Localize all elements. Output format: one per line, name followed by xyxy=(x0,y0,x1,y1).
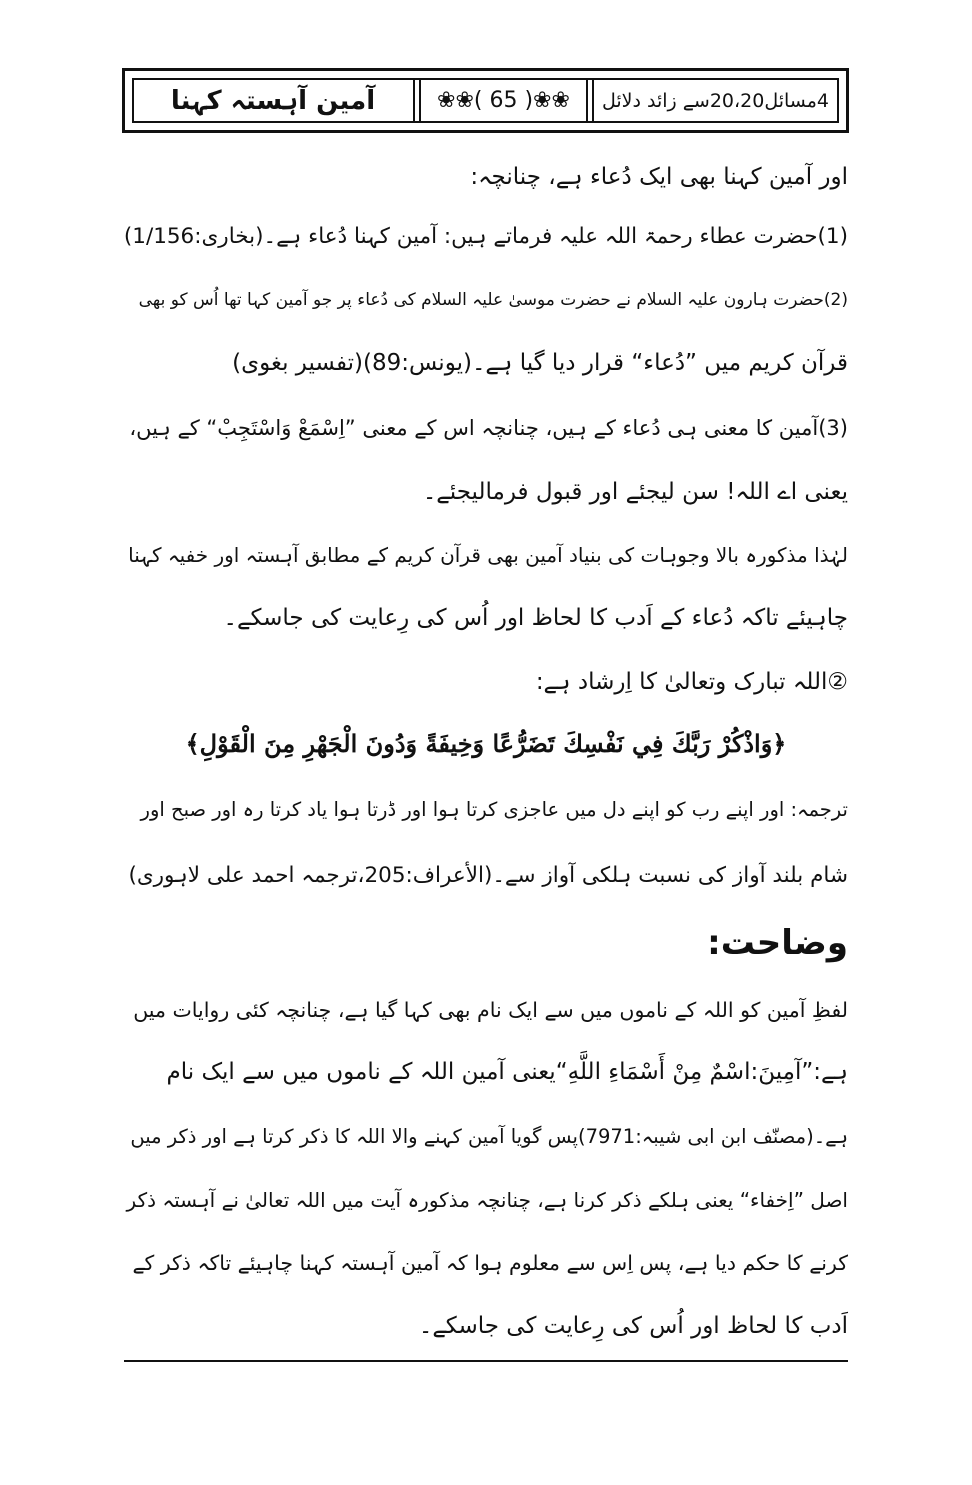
explanation-line: کرنے کا حکم دیا ہے، پس اِس سے معلوم ہوا کہ آمین آہستہ کہنا چاہیئے تاکہ ذکر کے xyxy=(132,1251,848,1275)
footer-rule xyxy=(124,1360,848,1362)
chapter-title: آمین آہستہ کہنا xyxy=(170,85,376,116)
book-title: 4مسائل20،20سے زائد دلائل xyxy=(602,89,830,112)
translation-line: شام بلند آواز کی نسبت ہلکی آواز سے۔(الأعراف:205،ترجمہ احمد علی لاہوری) xyxy=(128,863,848,888)
text-line: (3)آمین کا معنی ہی دُعاء کے ہیں، چنانچہ اس کے معنی ”اِسْمَعْ وَاسْتَجِبْ“ کے ہیں، xyxy=(129,416,848,440)
section-heading: وضاحت: xyxy=(707,923,848,963)
text-line: قرآن کریم میں ”دُعاء“ قرار دیا گیا ہے۔(یونس:89)(تفسیر بغوی) xyxy=(232,350,848,376)
text-line: اور آمین کہنا بھی ایک دُعاء ہے، چنانچہ: xyxy=(470,164,848,190)
explanation-line: اَدب کا لحاظ اور اُس کی رِعایت کی جاسکے۔ xyxy=(418,1313,848,1339)
explanation-line: ہے۔(مصنّف ابن ابی شیبہ:7971)پس گویا آمین کہنے والا اللہ کا ذکر کرتا ہے اور ذکر میں xyxy=(130,1125,848,1148)
text-line: (2)حضرت ہارون علیہ السلام نے حضرت موسیٰ علیہ السلام کی دُعاء پر جو آمین کہا تھا اُس کو بھی xyxy=(138,290,848,310)
page-header xyxy=(122,68,849,133)
explanation-line: اصل ”اِخفاء“ یعنی ہلکے ذکر کرنا ہے، چنانچہ مذکورہ آیت میں اللہ تعالیٰ نے آہستہ ذکر xyxy=(126,1188,848,1212)
text-line: یعنی اے اللہ! سن لیجئے اور قبول فرمالیجئے۔ xyxy=(422,479,848,505)
explanation-line: ہے:”آمِینَ:اسْمٌ مِنْ أَسْمَاءِ اللَّهِ“یعنی آمین اللہ کے ناموں میں سے ایک نام xyxy=(166,1059,848,1085)
text-line: چاہیئے تاکہ دُعاء کے اَدب کا لحاظ اور اُس کی رِعایت کی جاسکے۔ xyxy=(223,605,848,631)
quran-verse: ﴿وَاذْكُرْ رَبَّكَ فِي نَفْسِكَ تَضَرُّعًا وَخِيفَةً وَدُونَ الْجَهْرِ مِنَ الْقَوْلِ﴾ xyxy=(185,729,787,758)
text-line: (1)حضرت عطاء رحمۃ اللہ علیہ فرماتے ہیں: آمین کہنا دُعاء ہے۔(بخاری:1/156) xyxy=(123,224,848,249)
translation-line: ترجمہ: اور اپنے رب کو اپنے دل میں عاجزی کرتا ہوا اور ڈرتا ہوا یاد کرتا رہ اور صبح اور xyxy=(140,798,848,821)
text-line: لہٰذا مذکورہ بالا وجوہات کی بنیاد آمین بھی قرآن کریم کے مطابق آہستہ اور خفیہ کہنا xyxy=(128,543,848,567)
text-line: ②اللہ تبارک وتعالیٰ کا اِرشاد ہے: xyxy=(535,669,848,695)
header-frame xyxy=(132,78,839,123)
page-number: ❀❀( 65 )❀❀ xyxy=(437,88,570,113)
header-divider xyxy=(413,80,421,121)
header-divider xyxy=(586,80,594,121)
explanation-line: لفظِ آمین کو اللہ کے ناموں میں سے ایک نام بھی کہا گیا ہے، چنانچہ کئی روایات میں xyxy=(133,998,848,1022)
